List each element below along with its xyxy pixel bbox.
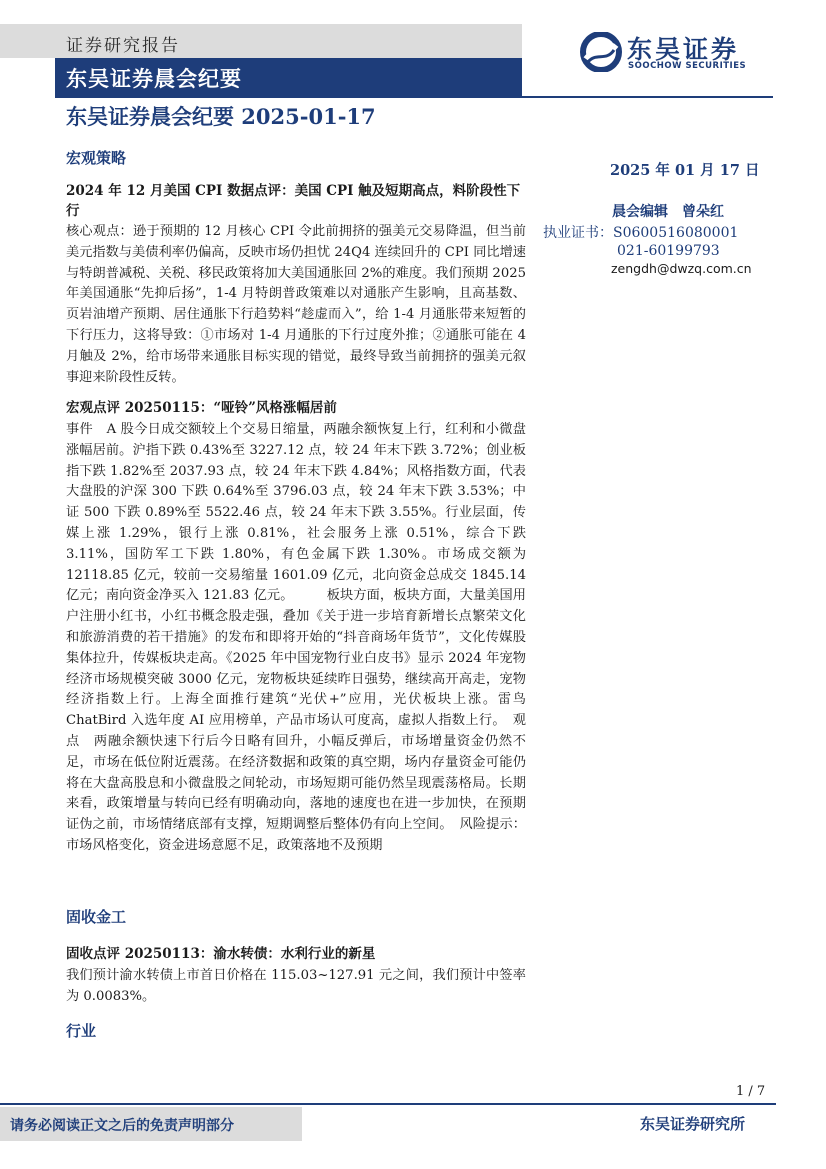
soochow-logo-icon xyxy=(580,32,622,72)
phone-number: 021-60199793 xyxy=(617,243,720,259)
article-body: 我们预计渝水转债上市首日价格在 115.03~127.91 元之间，我们预计中签率为 0.0083%。 xyxy=(66,968,526,1004)
article-title: 固收点评 20250113：渝水转债：水利行业的新星 xyxy=(66,946,376,962)
section-heading: 固收金工 xyxy=(66,908,127,926)
article-title: 2024 年 12 月美国 CPI 数据点评：美国 CPI 触及短期高点，料阶段性下行 xyxy=(66,183,521,219)
editor: 晨会编辑 曾朵红 xyxy=(612,204,724,220)
footer-org-name: 东吴证券研究所 xyxy=(640,1115,746,1133)
logo-en-text: SOOCHOW SECURITIES xyxy=(628,61,747,71)
report-date: 2025 年 01 月 17 日 xyxy=(610,162,760,179)
article-title: 宏观点评 20250115：“哑铃”风格涨幅居前 xyxy=(66,400,337,416)
report-type-label: 证券研究报告 xyxy=(66,36,180,56)
document-title: 东吴证券晨会纪要 2025-01-17 xyxy=(66,104,376,129)
footer-divider xyxy=(0,1103,776,1105)
series-title: 东吴证券晨会纪要 xyxy=(66,66,242,91)
disclaimer-notice: 请务必阅读正文之后的免责声明部分 xyxy=(10,1118,234,1134)
article-body: 事件 A 股今日成交额较上个交易日缩量，两融余额恢复上行，红利和小微盘涨幅居前。沪指下跌 0.43%至 3227.12 点，较 24 年末下跌 3.72%；创业板指下跌 1.82%至 2037.93 点，较 24 年末下跌 4.84%；风格指数方面，代表大盘股的沪深 300 下跌 0.64%至 3796.03 点，较 24 年末下跌 3.53%；中证 500 下跌 0.89%至 5522.46 点，较 24 年末下跌 3.55%。行业层面，传媒上涨 1.29%，银行上涨 0.81%，社会服务上涨 0.51%，综合下跌 3.11%，国防军工下跌 1.80%，有色金属下跌 1.30%。市场成交额为 12118.85 亿元，较前一交易缩量 1601.09 亿元，北向资金总成交 1845.14 亿元；南向资金净买入 121.83 亿元。 板块方面，板块方面，大量美国用户注册小红书，小红书概念股走强，叠加《关于进一步培育新增长点繁荣文化和旅游消费的若干措施》的发布和即将开始的“抖音商场年货节”，文化传媒股集体拉升，传媒板块走高。《2025 年中国宠物行业白皮书》显示 2024 年宠物经济市场规模突破 3000 亿元，宠物板块延续昨日强势，继续高开高走，宠物经济指数上行。上海全面推行建筑“光伏+”应用，光伏板块上涨。雷鸟 ChatBird 入选年度 AI 应用榜单，产品市场认可度高，虚拟人指数上行。 观点 两融余额快速下行后今日略有回升，小幅反弹后，市场增量资金仍然不足，市场在低位附近震荡。在经济数据和政策的真空期，场内存量资金可能仍将在大盘高股息和小微盘股之间轮动，市场短期可能仍然呈现震荡格局。长期来看，政策增量与转向已经有明确动向，落地的速度也在进一步加快，在预期证伪之前，市场情绪底部有支撑，短期调整后整体仍有向上空间。 风险提示：市场风格变化，资金进场意愿不足，政策落地不及预期 xyxy=(66,422,526,853)
logo-cn-text: 东吴证券 xyxy=(627,35,740,64)
page-number: 1 / 7 xyxy=(736,1084,766,1099)
article-body: 核心观点：逊于预期的 12 月核心 CPI 令此前拥挤的强美元交易降温，但当前美元指数与美债利率仍偏高，反映市场仍担忧 24Q4 连续回升的 CPI 同比增速与特朗普减税、关税、移民政策将加大美国通胀回 2%的难度。我们预期 2025 年美国通胀“先抑后扬”，1-4 月特朗普政策难以对通胀产生影响，且高基数、页岩油增产预期、居住通胀下行趋势料“趁虚而入”，给 1-4 月通胀带来短暂的下行压力，这将导致：①市场对 1-4 月通胀的下行过度外推；②通胀可能在 4 月触及 2%，给市场带来通胀目标实现的错觉，最终导致当前拥挤的强美元叙事迎来阶段性反转。 xyxy=(66,224,526,385)
section-heading: 行业 xyxy=(66,1022,97,1040)
header-divider xyxy=(55,96,773,98)
email-address[interactable]: zengdh@dwzq.com.cn xyxy=(611,261,752,276)
section-heading: 宏观策略 xyxy=(66,149,127,167)
certificate-number: 执业证书：S0600516080001 xyxy=(543,225,739,241)
